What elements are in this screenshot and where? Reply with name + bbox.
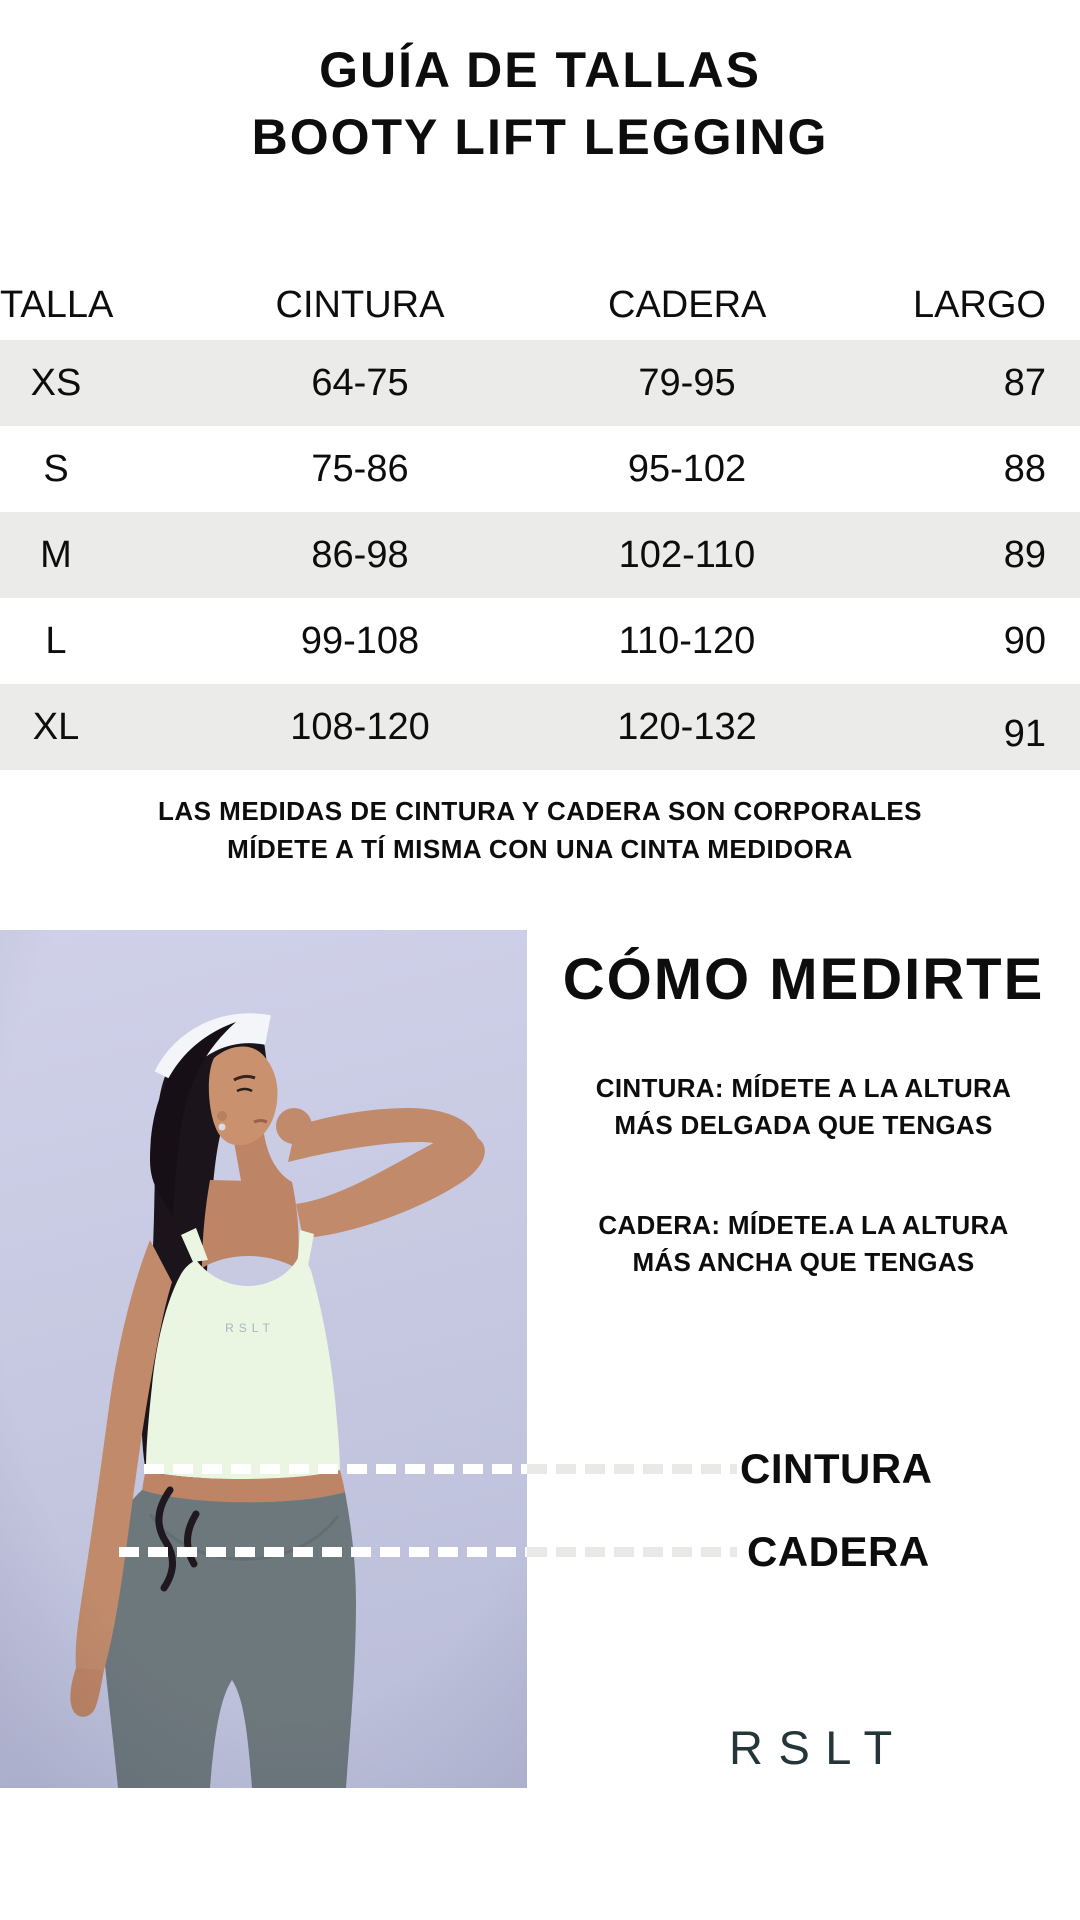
note-line-1: LAS MEDIDAS DE CINTURA Y CADERA SON CORPORALES <box>157 796 923 826</box>
header-cintura: CINTURA <box>275 283 445 326</box>
cell-largo: 88 <box>1003 447 1046 490</box>
cadera-dash-on-photo <box>119 1547 527 1557</box>
cell-cadera: 120-132 <box>617 705 757 748</box>
table-header-row <box>0 270 1080 340</box>
cell-cintura: 108-120 <box>290 705 430 748</box>
cintura-dashed-line <box>144 1464 737 1474</box>
cell-size: S <box>43 447 69 490</box>
cell-size: XS <box>30 361 82 404</box>
measurement-note <box>0 792 1080 868</box>
cell-cadera: 95-102 <box>627 447 747 490</box>
brand-logo: RSLT <box>729 1721 908 1774</box>
cintura-tip-line-2: MÁS DELGADA QUE TENGAS <box>614 1110 993 1140</box>
cell-cintura: 64-75 <box>311 361 409 404</box>
howto-title: CÓMO MEDIRTE <box>562 947 1045 1012</box>
note-line-2: MÍDETE A TÍ MISMA CON UNA CINTA MEDIDORA <box>227 834 853 864</box>
title-line-2: BOOTY LIFT LEGGING <box>251 109 829 165</box>
cintura-line-label: CINTURA <box>740 1445 933 1492</box>
cadera-line-label: CADERA <box>747 1528 930 1575</box>
cintura-dash-on-photo <box>144 1464 527 1474</box>
cell-largo: 87 <box>1003 361 1046 404</box>
table-row-xs <box>0 340 1080 426</box>
cell-cintura: 75-86 <box>311 447 409 490</box>
cell-largo: 91 <box>1003 712 1046 755</box>
cadera-tip <box>527 1207 1080 1281</box>
cadera-dash-on-white <box>527 1547 737 1557</box>
cell-cadera: 110-120 <box>618 619 756 662</box>
cadera-dashed-line <box>119 1547 737 1557</box>
photo-vignette <box>0 930 527 1788</box>
cintura-tip-line-1: CINTURA: MÍDETE A LA ALTURA <box>595 1073 1012 1103</box>
cell-cintura: 86-98 <box>311 533 409 576</box>
title-line-1: GUÍA DE TALLAS <box>319 42 761 98</box>
table-row-l <box>0 598 1080 684</box>
model-photo <box>0 930 527 1788</box>
table-row-m <box>0 512 1080 598</box>
header-largo: LARGO <box>912 283 1046 326</box>
cell-cadera: 79-95 <box>638 361 736 404</box>
cadera-tip-line-2: MÁS ANCHA QUE TENGAS <box>632 1247 975 1277</box>
cell-size: XL <box>32 705 80 748</box>
cell-cadera: 102-110 <box>618 533 756 576</box>
cell-size: L <box>45 619 67 662</box>
table-row-xl <box>0 684 1080 770</box>
cell-largo: 89 <box>1003 533 1046 576</box>
cintura-dash-on-white <box>527 1464 737 1474</box>
cell-size: M <box>40 533 72 576</box>
cadera-tip-line-1: CADERA: MÍDETE.A LA ALTURA <box>598 1210 1009 1240</box>
header-talla: TALLA <box>0 283 114 326</box>
size-table <box>0 270 1080 770</box>
table-row-s <box>0 426 1080 512</box>
cell-largo: 90 <box>1003 619 1046 662</box>
header-cadera: CADERA <box>608 283 767 326</box>
page-title <box>0 37 1080 171</box>
cell-cintura: 99-108 <box>300 619 420 662</box>
cintura-tip <box>527 1070 1080 1144</box>
